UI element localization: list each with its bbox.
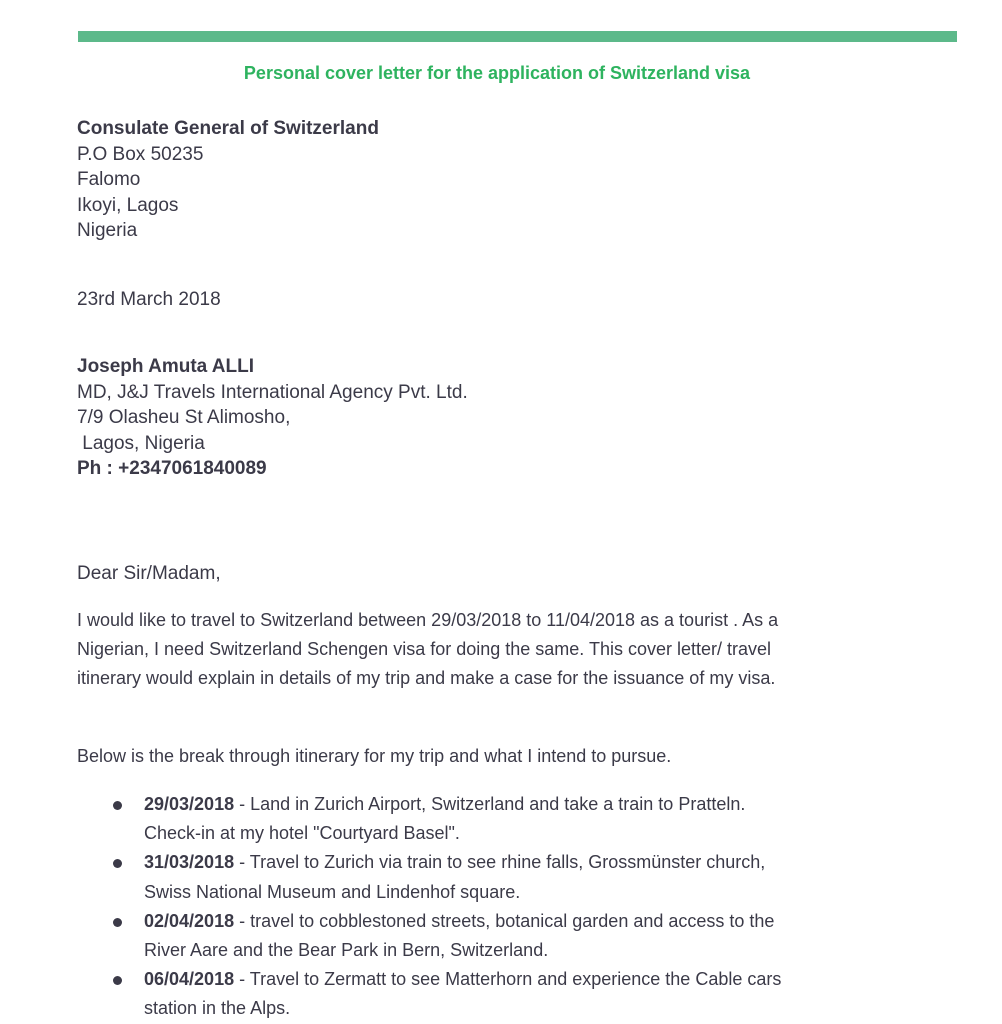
- itinerary-date: 29/03/2018: [144, 794, 235, 814]
- intro-paragraph: I would like to travel to Switzerland between 29/03/2018 to 11/04/2018 as a tourist . As a Nigerian, I need Switzerland Schengen visa for doing the same. This cover letter/ travel itinerary would explain in details of my trip and make a case for the issuance of my visa.: [77, 610, 779, 689]
- recipient-name: Consulate General of Switzerland: [77, 118, 379, 139]
- itinerary-text: - Travel to Zurich via train to see rhine falls, Grossmünster church, Swiss National Museum and Lindenhof square.: [144, 852, 766, 902]
- sender-address-line: MD, J&J Travels International Agency Pvt. Ltd.: [77, 381, 468, 403]
- itinerary-list: [77, 790, 797, 1024]
- itinerary-date: 06/04/2018: [144, 969, 235, 990]
- sender-address: [77, 354, 468, 482]
- letter-date: 23rd March 2018: [77, 289, 221, 310]
- itinerary-item: [77, 848, 797, 906]
- itinerary-date: 02/04/2018: [144, 910, 235, 931]
- sender-address-line: Lagos, Nigeria: [77, 432, 205, 454]
- bullet-icon: [113, 801, 122, 810]
- recipient-address-line: P.O Box 50235: [77, 143, 204, 165]
- sender-phone: Ph : +2347061840089: [77, 458, 267, 479]
- itinerary-item: [77, 907, 797, 965]
- salutation: Dear Sir/Madam,: [77, 563, 221, 584]
- itinerary-intro-paragraph: Below is the break through itinerary for my trip and what I intend to pursue.: [77, 746, 672, 766]
- header-accent-bar: [78, 31, 957, 42]
- itinerary-text: - travel to cobblestoned streets, botanical garden and access to the River Aare and the Bear Park in Bern, Switzerland.: [144, 910, 775, 961]
- recipient-address-line: Ikoyi, Lagos: [77, 194, 179, 216]
- recipient-address: [77, 116, 379, 244]
- bullet-icon: [113, 859, 122, 868]
- recipient-address-line: Falomo: [77, 169, 141, 190]
- recipient-address-line: Nigeria: [77, 220, 138, 241]
- bullet-icon: [113, 918, 122, 927]
- itinerary-item: [77, 790, 797, 848]
- document-title: Personal cover letter for the application of Switzerland visa: [243, 63, 751, 83]
- itinerary-date: 31/03/2018: [144, 852, 235, 873]
- itinerary-text: - Travel to Zermatt to see Matterhorn and experience the Cable cars station in the Alps.: [144, 969, 782, 1019]
- sender-name: Joseph Amuta ALLI: [77, 356, 254, 377]
- bullet-icon: [113, 976, 122, 985]
- sender-address-line: 7/9 Olasheu St Alimosho,: [77, 407, 291, 428]
- itinerary-item: [77, 965, 797, 1023]
- itinerary-text: - Land in Zurich Airport, Switzerland and take a train to Pratteln. Check-in at my hotel "Courtyard Basel".: [144, 794, 746, 844]
